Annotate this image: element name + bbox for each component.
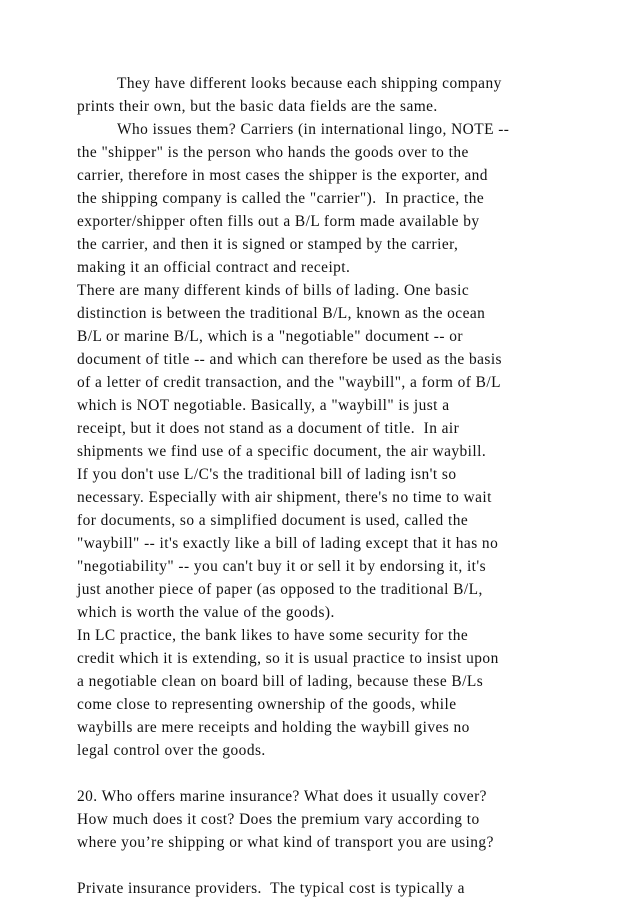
text-line: If you don't use L/C's the traditional bill of lading isn't so [77, 466, 457, 483]
text-line: "waybill" -- it's exactly like a bill of lading except that it has no [77, 535, 499, 552]
text-line: just another piece of paper (as opposed to the traditional B/L, [77, 581, 483, 598]
text-line: In LC practice, the bank likes to have some security for the [77, 627, 469, 644]
text-line: the "shipper" is the person who hands the goods over to the [77, 144, 469, 161]
question-line: How much does it cost? Does the premium vary according to [77, 811, 480, 828]
text-line: distinction is between the traditional B/L, known as the ocean [77, 305, 486, 322]
blank-line [77, 762, 577, 785]
text-line: Who issues them? Carriers (in international lingo, NOTE -- [117, 121, 510, 138]
question-line: 20. Who offers marine insurance? What does it usually cover? [77, 788, 487, 805]
text-line: B/L or marine B/L, which is a "negotiable" document -- or [77, 328, 463, 345]
text-line: They have different looks because each shipping company [117, 75, 502, 92]
text-line: exporter/shipper often fills out a B/L form made available by [77, 213, 480, 230]
text-line: come close to representing ownership of the goods, while [77, 696, 457, 713]
text-line: which is NOT negotiable. Basically, a "waybill" is just a [77, 397, 450, 414]
blank-line [77, 854, 577, 877]
text-line: "negotiability" -- you can't buy it or sell it by endorsing it, it's [77, 558, 487, 575]
text-line: shipments we find use of a specific document, the air waybill. [77, 443, 487, 460]
text-line: the shipping company is called the "carrier"). In practice, the [77, 190, 485, 207]
text-line: necessary. Especially with air shipment, there's no time to wait [77, 489, 492, 506]
document-body [77, 72, 577, 900]
text-line: document of title -- and which can therefore be used as the basis [77, 351, 502, 368]
text-line: carrier, therefore in most cases the shipper is the exporter, and [77, 167, 488, 184]
text-line: which is worth the value of the goods). [77, 604, 335, 621]
text-line: making it an official contract and receipt. [77, 259, 351, 276]
text-line: of a letter of credit transaction, and the "waybill", a form of B/L [77, 374, 501, 391]
text-line: a negotiable clean on board bill of lading, because these B/Ls [77, 673, 484, 690]
text-line: receipt, but it does not stand as a document of title. In air [77, 420, 460, 437]
text-line: for documents, so a simplified document is used, called the [77, 512, 469, 529]
text-line: There are many different kinds of bills of lading. One basic [77, 282, 470, 299]
text-line: credit which it is extending, so it is usual practice to insist upon [77, 650, 499, 667]
answer-line: Private insurance providers. The typical cost is typically a [77, 880, 465, 897]
text-line: the carrier, and then it is signed or stamped by the carrier, [77, 236, 459, 253]
text-line: waybills are mere receipts and holding the waybill gives no [77, 719, 470, 736]
text-line: legal control over the goods. [77, 742, 266, 759]
question-line: where you’re shipping or what kind of transport you are using? [77, 834, 494, 851]
text-line: prints their own, but the basic data fields are the same. [77, 98, 438, 115]
